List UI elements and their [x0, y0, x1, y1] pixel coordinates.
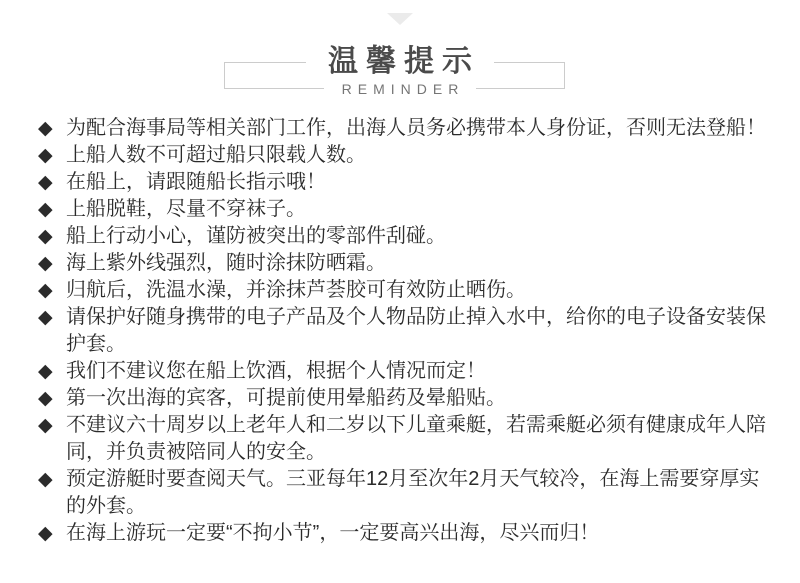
list-item-text: 上船脱鞋，尽量不穿袜子。: [66, 198, 306, 220]
diamond-bullet-icon: ◆: [38, 199, 53, 220]
list-item: [38, 277, 768, 304]
diamond-bullet-icon: ◆: [38, 145, 53, 166]
list-item: [38, 223, 768, 250]
diamond-bullet-icon: ◆: [38, 307, 53, 328]
list-item-text: 在海上游玩一定要“不拘小节”，一定要高兴出海，尽兴而归！: [66, 522, 600, 544]
diamond-bullet-icon: ◆: [38, 469, 53, 490]
list-item: [38, 250, 768, 277]
list-item: [38, 142, 768, 169]
list-item: [38, 358, 768, 385]
page-subtitle: REMINDER: [324, 81, 477, 97]
list-item-text: 不建议六十周岁以上老年人和二岁以下儿童乘艇，若需乘艇必须有健康成年人陪同，并负责被陪同人的安全。: [66, 414, 766, 463]
reminder-header: [0, 0, 800, 110]
diamond-bullet-icon: ◆: [38, 280, 53, 301]
diamond-bullet-icon: ◆: [38, 361, 53, 382]
list-item-text: 请保护好随身携带的电子产品及个人物品防止掉入水中，给你的电子设备安装保护套。: [66, 306, 766, 355]
diamond-bullet-icon: ◆: [38, 226, 53, 247]
list-item: [38, 520, 768, 547]
list-item-text: 为配合海事局等相关部门工作，出海人员务必携带本人身份证，否则无法登船！: [66, 117, 766, 139]
list-item-text: 我们不建议您在船上饮酒，根据个人情况而定！: [66, 360, 486, 382]
diamond-bullet-icon: ◆: [38, 172, 53, 193]
list-item-text: 预定游艇时要查阅天气。三亚每年12月至次年2月天气较冷，在海上需要穿厚实的外套。: [66, 468, 760, 517]
diamond-bullet-icon: ◆: [38, 253, 53, 274]
list-item-text: 第一次出海的宾客，可提前使用晕船药及晕船贴。: [66, 387, 506, 409]
list-item-text: 海上紫外线强烈，随时涂抹防晒霜。: [66, 252, 386, 274]
diamond-bullet-icon: ◆: [38, 388, 53, 409]
list-item-text: 船上行动小心，谨防被突出的零部件刮碰。: [66, 225, 446, 247]
diamond-bullet-icon: ◆: [38, 415, 53, 436]
list-item-text: 在船上，请跟随船长指示哦！: [66, 171, 326, 193]
list-item: [38, 385, 768, 412]
list-item: [38, 412, 768, 466]
list-item-text: 上船人数不可超过船只限载人数。: [66, 144, 366, 166]
diamond-bullet-icon: ◆: [38, 523, 53, 544]
list-item: [38, 115, 768, 142]
list-item: [38, 196, 768, 223]
diamond-bullet-icon: ◆: [38, 118, 53, 139]
header-title-row: [0, 44, 800, 80]
header-subtitle-row: [0, 81, 800, 99]
notice-list: [0, 110, 800, 547]
triangle-down-icon: [387, 13, 413, 25]
page-title: 温馨提示: [306, 44, 494, 80]
list-item: [38, 169, 768, 196]
list-item-text: 归航后，洗温水澡，并涂抹芦荟胶可有效防止晒伤。: [66, 279, 526, 301]
list-item: [38, 466, 768, 520]
list-item: [38, 304, 768, 358]
